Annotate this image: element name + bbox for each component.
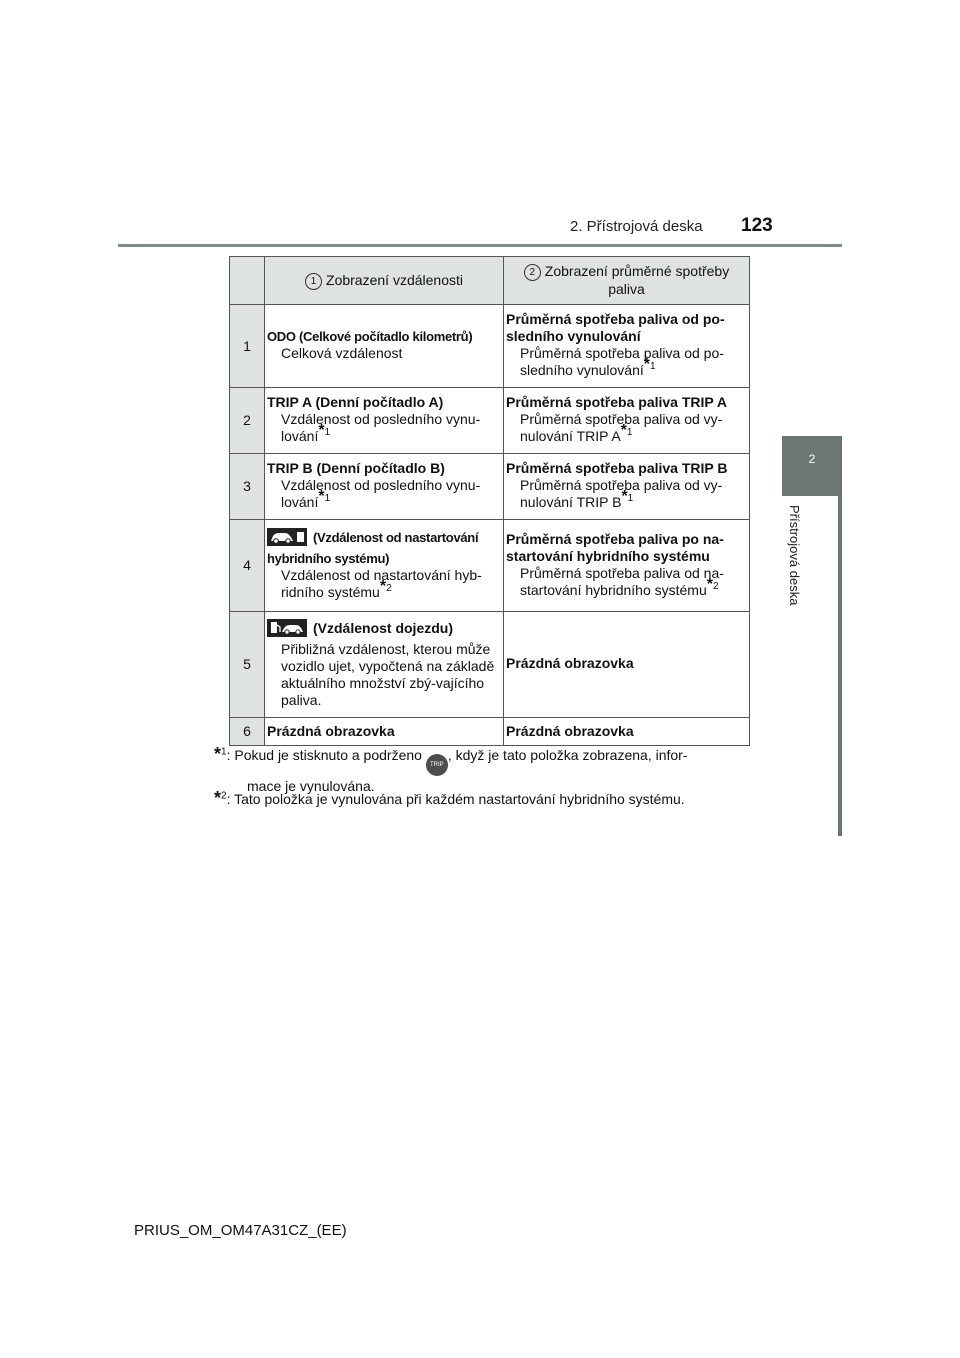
cell-text-wrap	[267, 477, 499, 511]
row-number: 1	[230, 305, 265, 388]
row-number: 3	[230, 454, 265, 520]
circled-number-2: 2	[524, 264, 541, 281]
table-row	[230, 718, 750, 746]
cell-text: Vzdálenost od nastartování hyb-ridního systému	[281, 567, 482, 600]
footnote-1-cont: mace je vynulována.	[247, 778, 375, 794]
chapter-tab-label: Přístrojová deska	[787, 505, 802, 606]
page-number: 123	[741, 215, 773, 236]
cell-title: Prázdná obrazovka	[506, 655, 634, 671]
table-cell	[504, 718, 750, 746]
table-header-row	[230, 257, 750, 305]
table-cell	[265, 520, 504, 612]
cell-text: Průměrná spotřeba paliva od po-sledního vynulování	[520, 345, 724, 378]
cell-text-wrap	[506, 345, 745, 379]
cell-text-wrap	[267, 567, 499, 601]
cell-title: Průměrná spotřeba paliva od po-sledního vynulování	[506, 311, 725, 344]
cell-title: Průměrná spotřeba paliva TRIP A	[506, 394, 727, 410]
table-cell	[504, 612, 750, 718]
table-cell	[504, 388, 750, 454]
footnote-ref: *2	[706, 575, 719, 593]
trip-button-icon: TRIP	[426, 754, 448, 776]
table-row	[230, 388, 750, 454]
row-number: 2	[230, 388, 265, 454]
cell-title: TRIP B (Denní počítadlo B)	[267, 460, 445, 476]
cell-text: Vzdálenost od posledního vynu-lování	[281, 411, 481, 444]
table-cell	[504, 520, 750, 612]
cell-title: Prázdná obrazovka	[267, 723, 395, 739]
table-row	[230, 520, 750, 612]
table-cell	[504, 454, 750, 520]
cell-title: ODO (Celkové počítadlo kilometrů)	[267, 329, 473, 344]
cell-text-wrap	[506, 565, 745, 599]
document-code: PRIUS_OM_OM47A31CZ_(EE)	[134, 1222, 347, 1239]
table-cell	[265, 718, 504, 746]
footnote-1-mark: 1	[221, 746, 227, 758]
column-header-distance-label: Zobrazení vzdálenosti	[326, 271, 463, 288]
display-items-table	[229, 256, 750, 746]
cell-title: (Vzdálenost dojezdu)	[313, 619, 453, 636]
cell-text-wrap	[506, 477, 745, 511]
circled-number-1: 1	[305, 273, 322, 290]
column-header-distance	[265, 257, 504, 305]
cell-text: Vzdálenost od posledního vynu-lování	[281, 477, 481, 510]
row-number: 6	[230, 718, 265, 746]
table-cell	[504, 305, 750, 388]
table-cell	[265, 612, 504, 718]
row-number: 5	[230, 612, 265, 718]
header-rule	[118, 244, 842, 247]
row-number: 4	[230, 520, 265, 612]
footnote-1-before: : Pokud je stisknuto a podrženo	[226, 747, 422, 763]
chapter-tab	[782, 436, 842, 496]
table-cell	[265, 305, 504, 388]
table-cell	[265, 388, 504, 454]
footnote-ref: *2	[379, 578, 392, 596]
footnote-2-mark: 2	[221, 790, 227, 802]
cell-text-wrap	[506, 411, 745, 445]
cell-text: Přibližná vzdálenost, kterou může vozidlo ujet, vypočtená na základě aktuálního množství zbý-vajícího paliva.	[281, 640, 495, 708]
fuel-range-icon	[267, 619, 307, 641]
footnote-ref: *1	[318, 422, 331, 440]
section-title: 2. Přístrojová deska	[570, 218, 703, 235]
cell-text-wrap	[267, 411, 499, 445]
footnote-ref: *1	[620, 422, 633, 440]
cell-text: Průměrná spotřeba paliva od vy-nulování TRIP A	[520, 411, 723, 444]
cell-text: Průměrná spotřeba paliva od na-startování hybridního systému	[520, 564, 724, 598]
footnote-ref: *1	[318, 488, 331, 506]
footnote-2: *$^2$: Tato položka je vynulována při každém nastartování hybridního systému.	[214, 788, 685, 808]
cell-title: (Vzdálenost od nastartování hybridního systému)	[267, 530, 479, 566]
table-row	[230, 305, 750, 388]
table-row	[230, 454, 750, 520]
table-cell	[265, 454, 504, 520]
chapter-tab-number: 2	[808, 452, 816, 466]
cell-text: Celková vzdálenost	[281, 345, 403, 361]
column-header-fuel	[504, 257, 750, 305]
cell-title: TRIP A (Denní počítadlo A)	[267, 394, 444, 410]
footnote-2-text: : Tato položka je vynulována při každém nastartování hybridního systému.	[226, 791, 685, 807]
table-header-blank	[230, 257, 265, 305]
footnote-ref: *1	[621, 488, 634, 506]
cell-title: Průměrná spotřeba paliva po na-startování hybridního systému	[506, 530, 724, 564]
chapter-side-rule	[838, 496, 842, 836]
footnote-1: *$^1$: Pokud je stisknuto a podrženo TRIP, když je tato položka zobrazena, infor- mace je vynulována.	[214, 744, 688, 794]
cell-text: Průměrná spotřeba paliva od vy-nulování TRIP B	[520, 477, 723, 510]
cell-title: Prázdná obrazovka	[506, 723, 634, 739]
table-row	[230, 612, 750, 718]
car-distance-icon	[267, 528, 307, 550]
footnote-1-after: , když je tato položka zobrazena, infor-	[447, 747, 688, 763]
footnote-ref: *1	[643, 356, 656, 374]
column-header-fuel-label: Zobrazení průměrné spotřeby paliva	[544, 263, 730, 297]
cell-title: Průměrná spotřeba paliva TRIP B	[506, 460, 728, 476]
